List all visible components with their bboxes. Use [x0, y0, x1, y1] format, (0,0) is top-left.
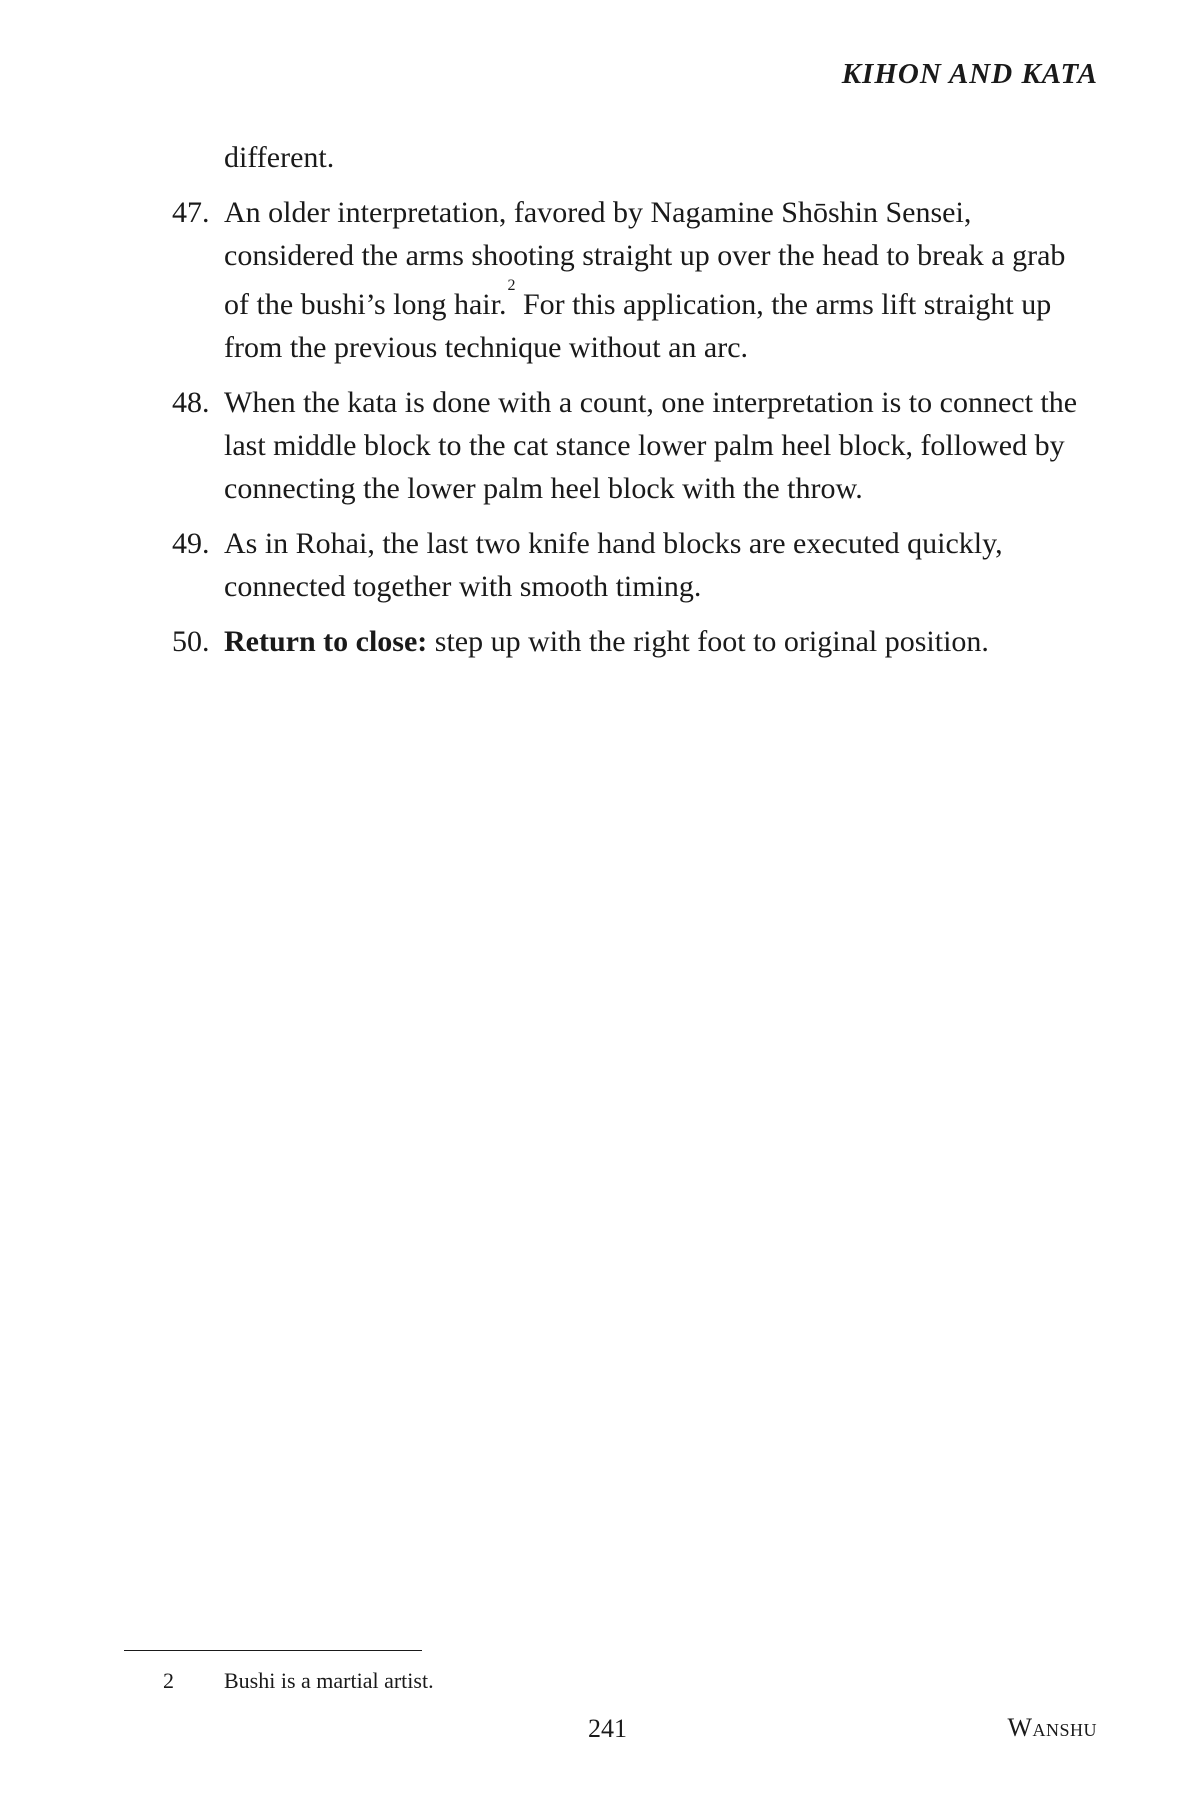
note-item-48	[0, 381, 1084, 510]
note-bold-label: Return to close:	[224, 625, 428, 658]
note-text: step up with the right foot to original position.	[427, 625, 989, 658]
note-item-47	[0, 191, 1084, 369]
note-number: 49 .	[172, 522, 210, 565]
note-item-49	[0, 522, 1084, 608]
note-text-continued: For this application, the arms lift straight up from the previous technique without an arc.	[224, 288, 1052, 364]
footnote-divider	[124, 1650, 422, 1651]
note-number: 50 .	[172, 620, 210, 663]
notes-list	[0, 191, 1200, 663]
note-item-50	[0, 620, 1084, 663]
running-head: KIHON AND KATA	[841, 58, 1098, 90]
footnote-text: Bushi is a martial artist.	[224, 1668, 434, 1693]
main-text	[0, 136, 1200, 675]
note-number: 48 .	[172, 381, 210, 424]
note-text: When the kata is done with a count, one interpretation is to connect the last middle block to the cat stance lower palm heel block, followed by connecting the lower palm heel block with the throw.	[224, 386, 1078, 505]
note-text: As in Rohai, the last two knife hand blocks are executed quickly, connected together with smooth timing.	[224, 527, 1003, 603]
running-foot: Wanshu	[1007, 1713, 1097, 1742]
note-text: An older interpretation, favored by Nagamine Shōshin Sensei, considered the arms shooting straight up over the head to break a grab of the bushi’s long hair.	[224, 196, 1066, 321]
note-number: 47 .	[172, 191, 210, 234]
footnote-reference[interactable]: 2	[507, 277, 516, 294]
continued-paragraph: different.	[224, 141, 335, 174]
footnote-number: 2	[163, 1668, 174, 1693]
page-number: 241	[588, 1714, 627, 1743]
